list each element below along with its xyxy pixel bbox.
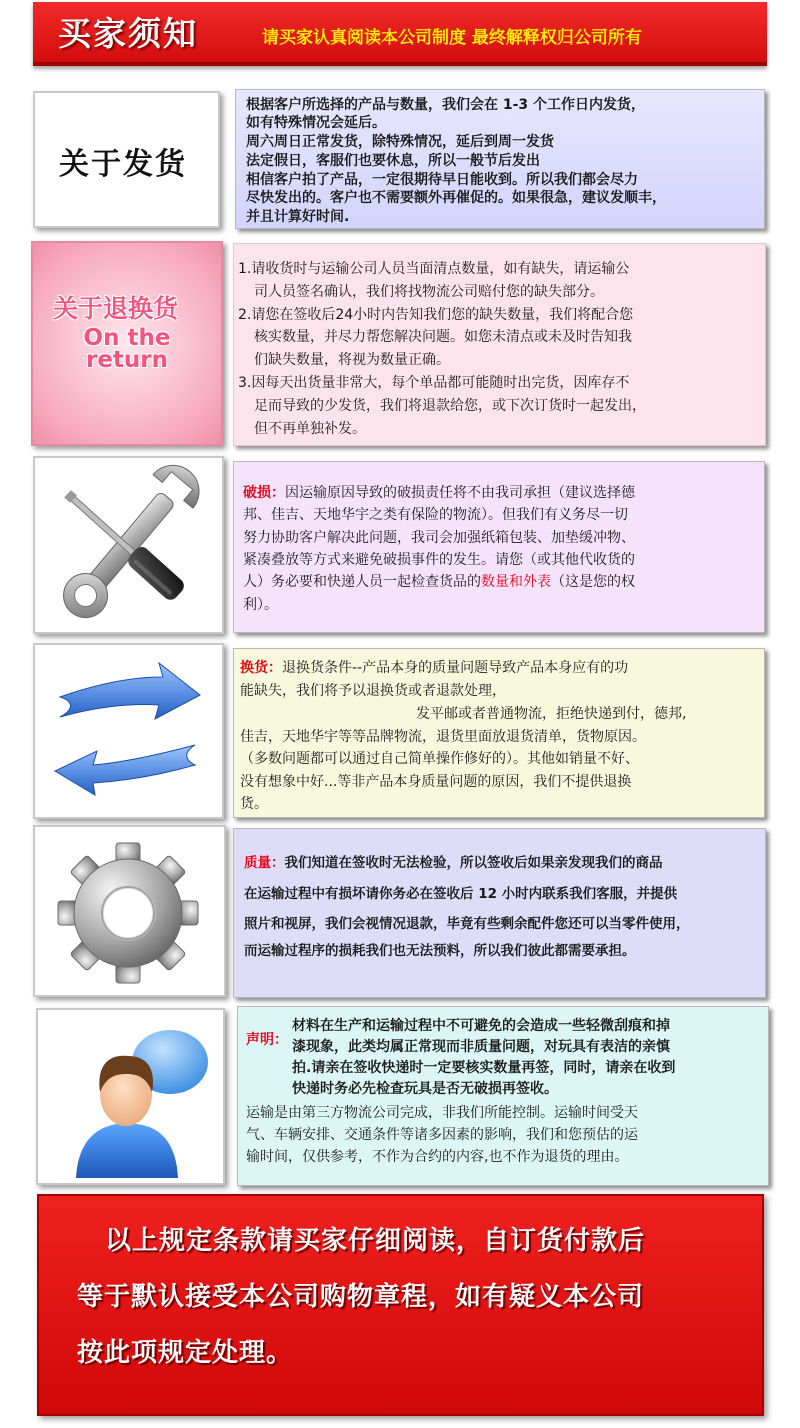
exchange-line: 能缺失，我们将予以退换货或者退款处理， — [240, 683, 506, 699]
returns-tile-subtitle-2: return — [85, 347, 169, 373]
exchange-line: 佳吉，天地华宇等等品牌物流，退货里面放退货清单，货物原因。 — [240, 729, 646, 745]
damage-highlight: 数量和外表 — [481, 574, 551, 590]
returns-line: 足而导致的少发货，我们将退款给您，或下次订货时一起发出， — [254, 398, 646, 414]
footer-banner — [37, 1194, 764, 1416]
exchange-line-1: 换货：退换货条件--产品本身的质量问题导致产品本身应有的功 — [240, 660, 629, 676]
shipping-panel — [235, 89, 765, 229]
quality-line-1: 质量：我们知道在签收时无法检验，所以签收后如果亲发现我们的商品 — [244, 855, 663, 871]
returns-line: 但不再单独补发。 — [254, 421, 366, 437]
quality-panel — [233, 828, 766, 998]
damage-label: 破损 — [243, 485, 271, 501]
damage-line-5: 人）务必要和快递人员一起检查货品的数量和外表（这是您的权 — [243, 574, 635, 590]
shipping-line: 法定假日，客服们也要休息，所以一般节后发出 — [246, 153, 540, 169]
shipping-line: 根据客户所选择的产品与数量，我们会在 1-3 个工作日内发货， — [246, 97, 646, 113]
quality-line: 照片和视屏，我们会视情况退款，毕竟有些剩余配件您还可以当零件使用， — [244, 916, 690, 932]
statement-line: 输时间，仅供参考，不作为合约的内容,也不作为退货的理由。 — [246, 1149, 629, 1165]
shipping-tile-title: 关于发货 — [59, 147, 187, 182]
exchange-line: 发平邮或者普通物流，拒绝快递到付，德邦, — [416, 706, 687, 722]
exchange-line: 没有想象中好...等非产品本身质量问题的原因，我们不提供退换 — [240, 774, 632, 790]
gear-icon — [35, 827, 224, 995]
statement-bold-line: 拍.请亲在签收快递时一定要核实数量再签，同时，请亲在收到 — [292, 1060, 676, 1076]
returns-line: 3.因每天出货量非常大，每个单品都可能随时出完货，因库存不 — [238, 375, 630, 391]
statement-bold-line: 漆现象，此类均属正常现而非质量问题，对玩具有表洁的亲慎 — [292, 1039, 670, 1055]
statement-label: 声明： — [246, 1032, 288, 1048]
damage-line: 利）。 — [243, 597, 278, 613]
statement-bold-line: 材料在生产和运输过程中不可避免的会造成一些轻微刮痕和掉 — [292, 1018, 670, 1034]
arrows-icon — [35, 645, 222, 817]
damage-tile — [33, 456, 224, 634]
quality-line: 在运输过程中有损坏请你务必在签收后 12 小时内联系我们客服，并提供 — [244, 886, 678, 902]
returns-line: 2.请您在签收后24小时内告知我们您的缺失数量，我们将配合您 — [238, 307, 634, 323]
exchange-tile — [33, 643, 224, 819]
wrench-screwdriver-icon — [35, 458, 222, 632]
returns-line: 核实数量，并尽力帮您解决问题。如您未清点或未及时告知我 — [254, 329, 632, 345]
returns-tile-subtitle-1: On the — [83, 325, 171, 351]
exchange-label: 换货 — [240, 660, 268, 676]
quality-line: 而运输过程序的损耗我们也无法预料，所以我们彼此都需要承担。 — [244, 943, 636, 959]
page-title: 买家须知 — [58, 14, 198, 53]
damage-panel — [233, 461, 765, 633]
page-subtitle: 请买家认真阅读本公司制度 最终解释权归公司所有 — [262, 28, 642, 48]
shipping-tile — [33, 91, 220, 228]
shipping-line: 尽快发出的。客户也不需要额外再催促的。如果很急，建议发顺丰， — [246, 190, 666, 206]
exchange-panel — [233, 648, 765, 818]
statement-line: 气、车辆安排、交通条件等诸多因素的影响，我们和您预估的运 — [246, 1127, 638, 1143]
shipping-line: 如有特殊情况会延后。 — [246, 115, 386, 131]
statement-tile — [36, 1008, 225, 1185]
footer-line: 按此项规定处理。 — [77, 1338, 294, 1368]
shipping-line: 周六周日正常发货，除特殊情况，延后到周一发货 — [246, 134, 554, 150]
damage-line: 邦、佳吉、天地华宇之类有保险的物流）。但我们有义务尽一切 — [243, 507, 628, 523]
returns-tile — [31, 241, 223, 446]
statement-panel — [237, 1006, 769, 1186]
quality-tile — [33, 825, 226, 997]
returns-panel — [233, 243, 766, 446]
quality-label: 质量 — [244, 855, 271, 871]
returns-line: 1.请收货时与运输公司人员当面清点数量，如有缺失，请运输公 — [238, 261, 630, 277]
shipping-line: 相信客户拍了产品，一定很期待早日能收到。所以我们都会尽力 — [246, 172, 638, 188]
exchange-line: （多数问题都可以通过自己简单操作修好的）。其他如销量不好、 — [240, 751, 639, 767]
returns-line: 司人员签名确认，我们将找物流公司赔付您的缺失部分。 — [254, 284, 604, 300]
exchange-line: 货。 — [240, 796, 268, 812]
damage-line-1: 破损：因运输原因导致的破损责任将不由我司承担（建议选择德 — [243, 485, 635, 501]
person-speech-icon — [38, 1010, 223, 1183]
returns-tile-title: 关于退换货 — [53, 294, 179, 323]
statement-bold-line: 快递时务必先检查玩具是否无破损再签收。 — [292, 1081, 558, 1097]
footer-line: 等于默认接受本公司购物章程，如有疑义本公司 — [77, 1282, 645, 1312]
damage-line: 紧凑叠放等方式来避免破损事件的发生。请您（或其他代收货的 — [243, 552, 635, 568]
shipping-line: 并且计算好时间. — [246, 209, 350, 225]
statement-line: 运输是由第三方物流公司完成，非我们所能控制。运输时间受天 — [246, 1105, 638, 1121]
footer-line: 以上规定条款请买家仔细阅读，自订货付款后 — [105, 1226, 646, 1256]
damage-line: 努力协助客户解决此问题，我司会加强纸箱包装、加垫缓冲物、 — [243, 530, 635, 546]
returns-line: 们缺失数量，将视为数量正确。 — [254, 352, 450, 368]
